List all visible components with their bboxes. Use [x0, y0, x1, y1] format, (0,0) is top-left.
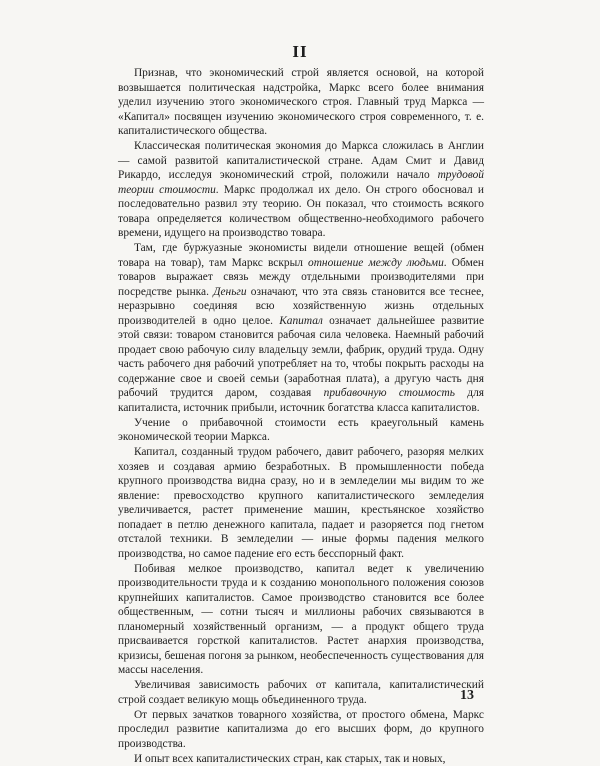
- text-span: означают, что эта связь становится все теснее, неразрывно соединяя всю хозяйственную жизнь отдельных производителей в одно целое.: [118, 286, 484, 327]
- paragraph-3: [118, 241, 484, 415]
- paragraph-7: [118, 678, 484, 707]
- emphasis-term: Капитал: [279, 315, 323, 327]
- text-span: Признав, что экономический строй является основой, на которой возвышается политическая надстройка, Маркс всего более внимания уделил изучению этого экономического строя. Главный труд Маркса — «Капитал» посвящен изучению экономического строя современного, т. е. капиталистического общества.: [118, 67, 484, 137]
- emphasis-term: отношение между людьми: [308, 257, 444, 269]
- emphasis-term: Деньги: [213, 286, 246, 298]
- text-span: От первых зачатков товарного хозяйства, от простого обмена, Маркс проследил развитие капитализма до его высших форм, до крупного производства.: [118, 709, 484, 750]
- paragraph-1: [118, 66, 484, 139]
- emphasis-term: трудовой теории стоимости: [118, 169, 484, 196]
- body-text: [118, 66, 484, 766]
- text-span: Капитал, созданный трудом рабочего, давит рабочего, разоряя мелких хозяев и создавая армию безработных. В промышленности победа крупного производства видна сразу, но и в земледелии мы видим то же явление: превосходство крупного капиталистического земледелия увеличивается, растет применение машин, крестьянское хозяйство попадает в петлю денежного капитала, падает и разоряется под гнетом отсталой техники. В земледелии — иные формы падения мелкого производства, но самое падение его есть бесспорный факт.: [118, 446, 484, 560]
- paragraph-9: [118, 752, 484, 766]
- paragraph-4: [118, 416, 484, 445]
- text-span: означает дальнейшее развитие этой связи: товаром становится рабочая сила человека. Наемный рабочий продает свою рабочую силу владельцу земли, фабрик, орудий труда. Одну часть рабочего дня рабочий употребляет на то, чтобы покрыть расходы на содержание свое и своей семьи (заработная плата), а другую часть дня рабочий трудится даром, создавая: [118, 315, 484, 400]
- paragraph-8: [118, 708, 484, 752]
- text-span: И опыт всех капиталистических стран, как старых, так и новых,: [134, 753, 446, 765]
- paragraph-5: [118, 445, 484, 561]
- emphasis-term: прибавочную стоимость: [324, 387, 455, 399]
- text-span: Там, где буржуазные экономисты видели отношение вещей (обмен товара на товар), там Маркс вскрыл: [118, 242, 484, 269]
- text-span: Классическая политическая экономия до Маркса сложилась в Англии — самой развитой капиталистической стране. Адам Смит и Давид Рикардо, исследуя экономический строй, положили начало: [118, 140, 484, 181]
- section-heading: II: [0, 42, 600, 62]
- text-span: для капиталиста, источник прибыли, источник богатства класса капиталистов.: [118, 387, 484, 414]
- text-span: Увеличивая зависимость рабочих от капитала, капиталистический строй создает великую мощь объединенного труда.: [118, 679, 484, 706]
- page-number: 13: [460, 688, 474, 704]
- text-span: . Обмен товаров выражает связь между отдельными производителями при посредстве рынка.: [118, 257, 484, 298]
- text-span: . Маркс продолжал их дело. Он строго обосновал и последовательно развил эту теорию. Он показал, что стоимость всякого товара определяется количеством общественно-необходимого рабочего времени, идущего на производство товара.: [118, 184, 484, 240]
- text-span: Побивая мелкое производство, капитал ведет к увеличению производительности труда и к созданию монопольного положения союзов крупнейших капиталистов. Самое производство становится все более общественным, — сотни тысяч и миллионы рабочих связываются в планомерный хозяйственный организм, — а продукт общего труда присваивается горсткой капиталистов. Растет анархия производства, кризисы, бешеная погоня за рынком, необеспеченность существования для массы населения.: [118, 563, 484, 677]
- paragraph-2: [118, 139, 484, 241]
- text-span: Учение о прибавочной стоимости есть краеугольный камень экономической теории Маркса.: [118, 417, 484, 444]
- paragraph-6: [118, 562, 484, 678]
